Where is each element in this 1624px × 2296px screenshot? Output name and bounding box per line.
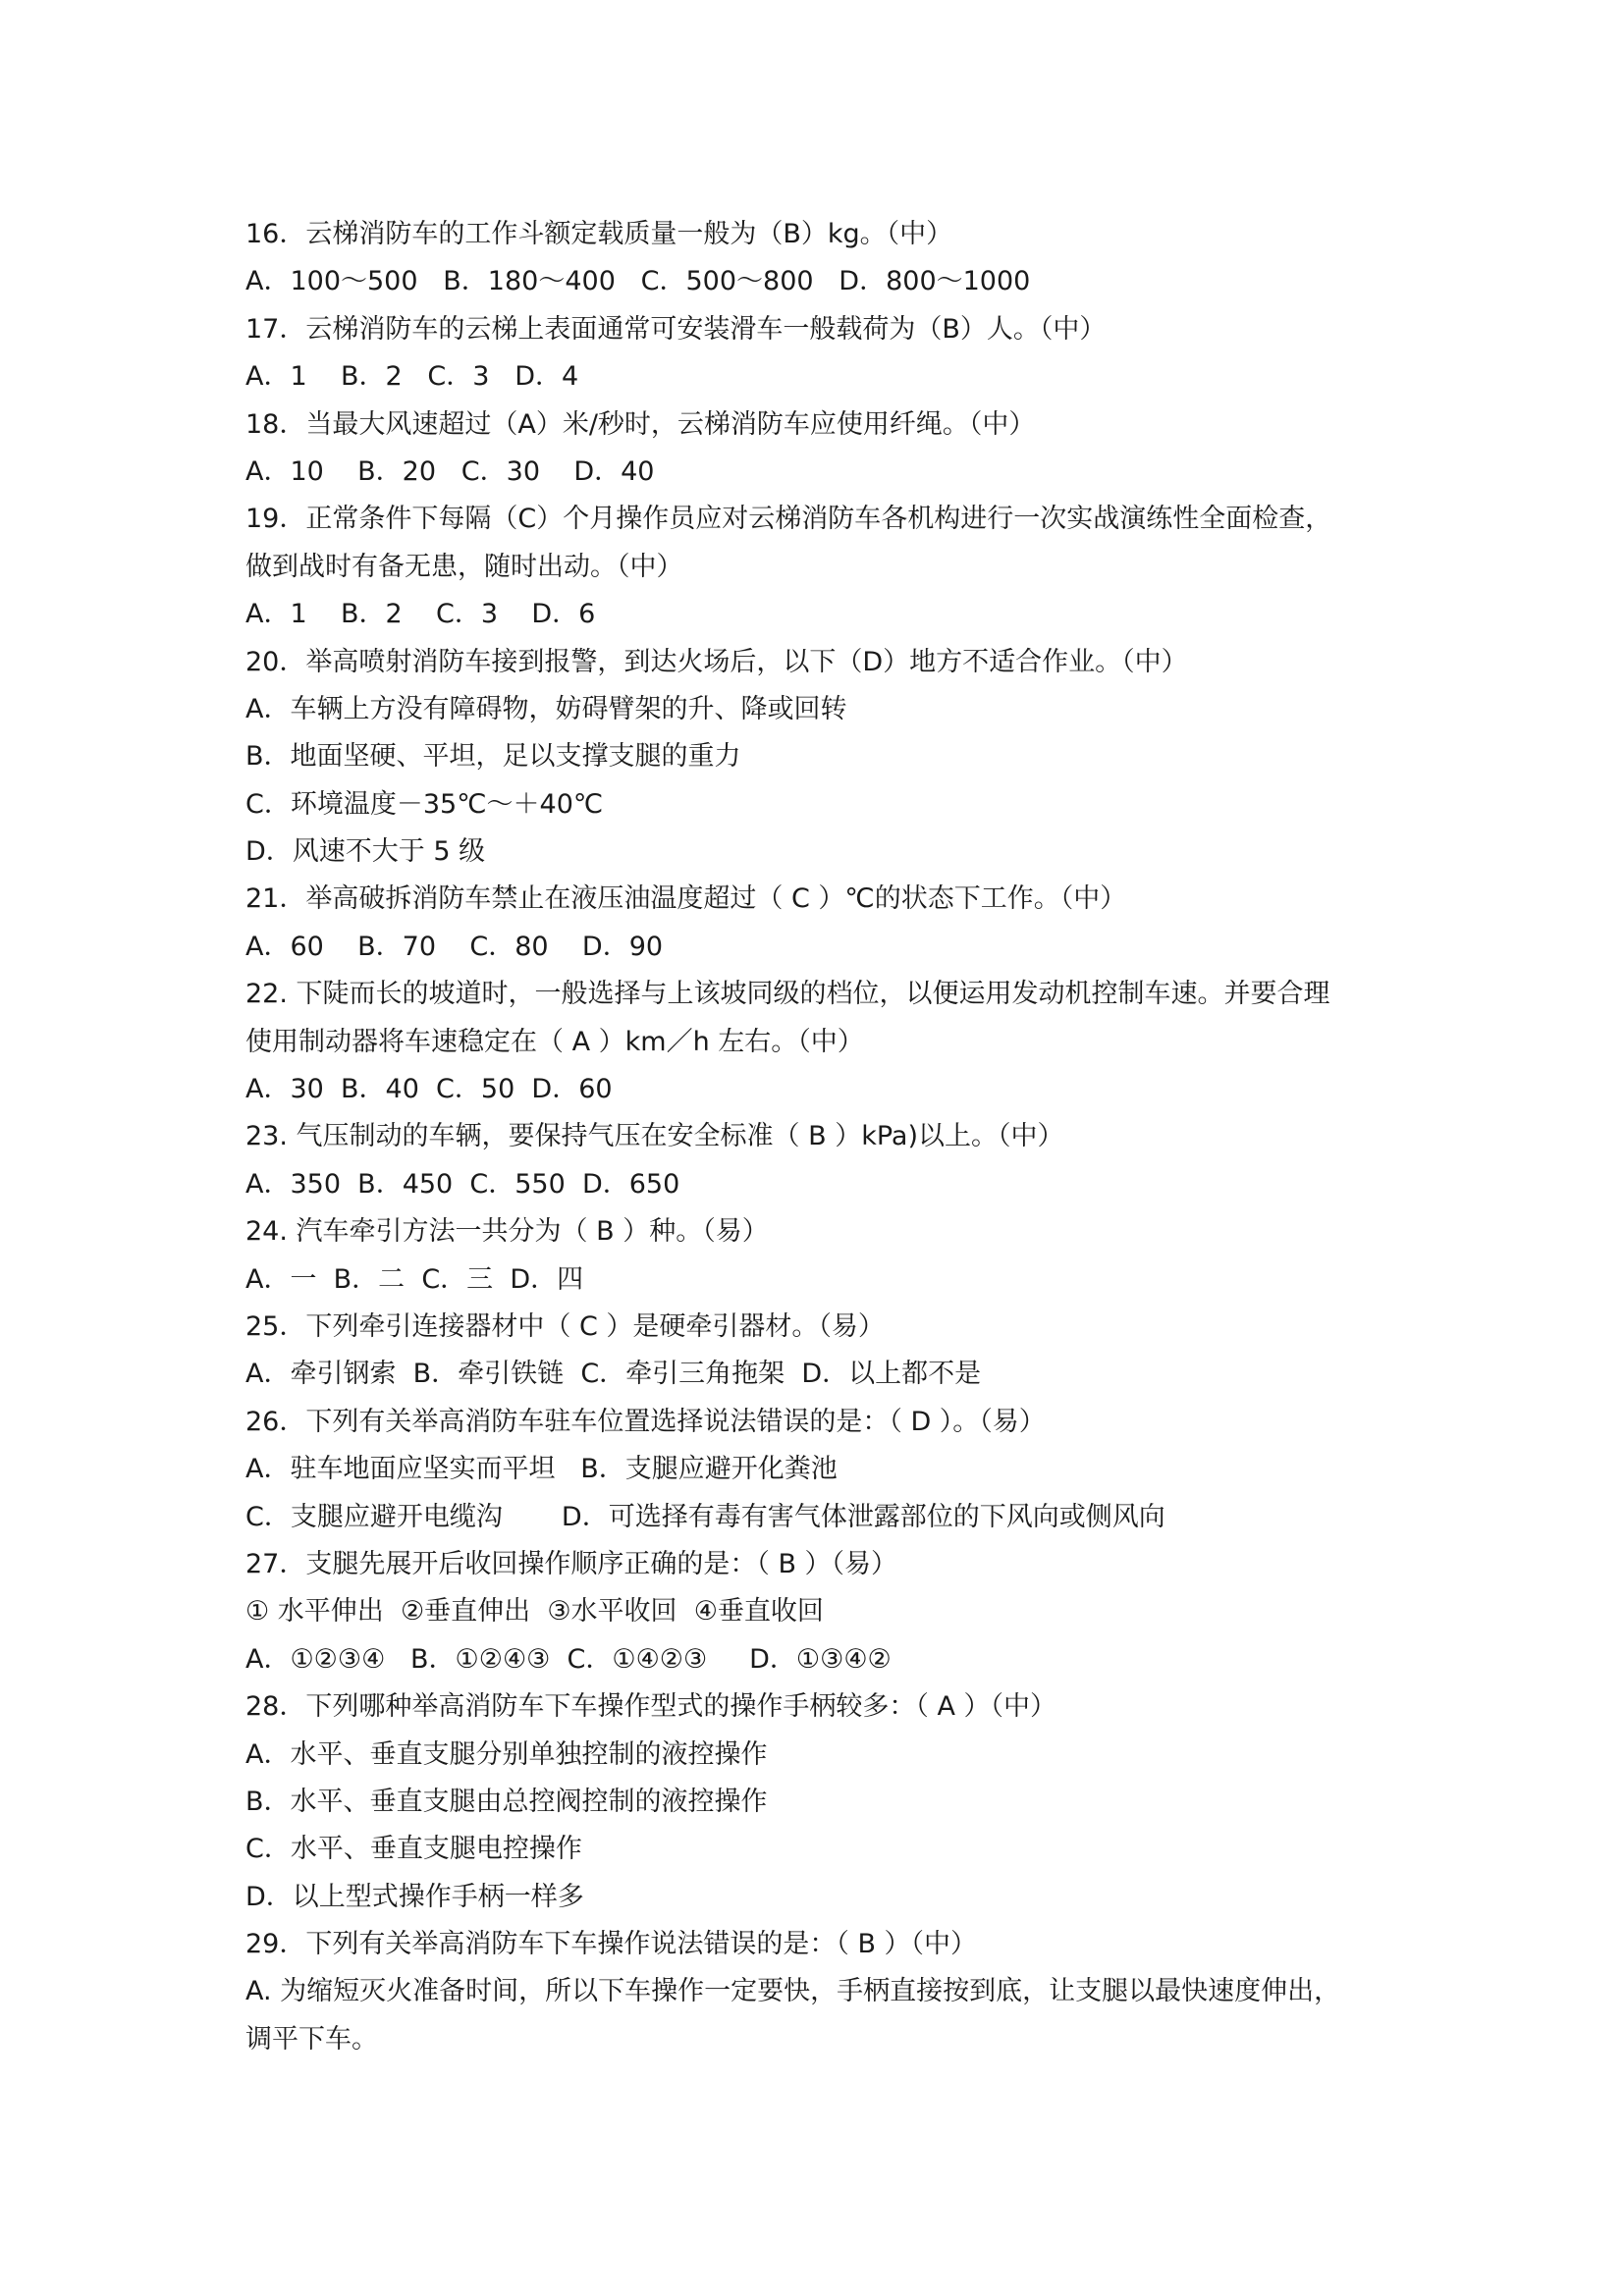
question-19: 19．正常条件下每隔（C）个月操作员应对云梯消防车各机构进行一次实战演练性全面检查， — [245, 504, 1332, 535]
question-26: 26．下列有关举高消防车驻车位置选择说法错误的是：（ D ）。（易） — [245, 1406, 1046, 1437]
question-19-cont: 做到战时有备无患，随时出动。（中） — [245, 551, 683, 582]
question-21: 21．举高破拆消防车禁止在液压油温度超过（ C ）℃的状态下工作。（中） — [245, 883, 1127, 915]
option-20-b: B．地面坚硬、平坦，足以支撑支腿的重力 — [245, 741, 741, 773]
options-22: A．30 B．40 C．50 D．60 — [245, 1074, 613, 1105]
question-23: 23. 气压制动的车辆，要保持气压在安全标准（ B ）kPa)以上。（中） — [245, 1121, 1064, 1152]
options-17: A．1 B．2 C．3 D．4 — [245, 361, 579, 393]
option-28-c: C．水平、垂直支腿电控操作 — [245, 1834, 582, 1865]
options-26-cd: C．支腿应避开电缆沟 D．可选择有毒有害气体泄露部位的下风向或侧风向 — [245, 1501, 1165, 1532]
option-28-a: A．水平、垂直支腿分别单独控制的液控操作 — [245, 1738, 768, 1770]
question-25: 25．下列牵引连接器材中（ C ）是硬牵引器材。（易） — [245, 1310, 885, 1342]
option-20-a: A．车辆上方没有障碍物，妨碍臂架的升、降或回转 — [245, 693, 847, 724]
options-16: A．100～500 B．180～400 C．500～800 D．800～1000 — [245, 266, 1031, 297]
options-26-ab: A．驻车地面应坚实而平坦 B．支腿应避开化粪池 — [245, 1454, 838, 1485]
options-23: A．350 B．450 C．550 D．650 — [245, 1168, 680, 1200]
question-22-cont: 使用制动器将车速稳定在（ A ）km／h 左右。（中） — [245, 1026, 864, 1057]
options-21: A．60 B．70 C．80 D．90 — [245, 931, 664, 962]
question-17: 17．云梯消防车的云梯上表面通常可安装滑车一般载荷为（B）人。（中） — [245, 313, 1107, 345]
options-24: A．一 B．二 C．三 D．四 — [245, 1263, 584, 1295]
option-20-d: D．风速不大于 5 级 — [245, 836, 486, 868]
option-29-a-cont: 调平下车。 — [245, 2023, 378, 2055]
question-18: 18．当最大风速超过（A）米/秒时，云梯消防车应使用纤绳。（中） — [245, 408, 1036, 440]
option-20-c: C．环境温度－35℃～＋40℃ — [245, 788, 604, 820]
options-27: A．①②③④ B．①②④③ C．①④②③ D．①③④② — [245, 1643, 892, 1675]
question-29: 29．下列有关举高消防车下车操作说法错误的是：（ B ）（中） — [245, 1929, 978, 1960]
question-20: 20．举高喷射消防车接到报警，到达火场后，以下（D）地方不适合作业。（中） — [245, 646, 1188, 677]
question-16: 16．云梯消防车的工作斗额定载质量一般为（B）kg。（中） — [245, 219, 953, 249]
option-28-d: D．以上型式操作手柄一样多 — [245, 1881, 584, 1912]
options-25: A．牵引钢索 B．牵引铁链 C．牵引三角拖架 D．以上都不是 — [245, 1359, 982, 1390]
options-18: A．10 B．20 C．30 D．40 — [245, 455, 655, 487]
question-27: 27．支腿先展开后收回操作顺序正确的是：（ B ）（易） — [245, 1548, 898, 1579]
options-19: A．1 B．2 C．3 D．6 — [245, 599, 596, 630]
option-28-b: B．水平、垂直支腿由总控阀控制的液控操作 — [245, 1786, 768, 1817]
option-29-a: A. 为缩短灭火准备时间，所以下车操作一定要快，手柄直接按到底，让支腿以最快速度伸出， — [245, 1976, 1341, 2007]
question-28: 28．下列哪种举高消防车下车操作型式的操作手柄较多：（ A ）（中） — [245, 1691, 1056, 1723]
steps-27: ① 水平伸出 ②垂直伸出 ③水平收回 ④垂直收回 — [245, 1596, 824, 1628]
document-body — [245, 211, 1404, 2063]
question-24: 24. 汽车牵引方法一共分为（ B ）种。（易） — [245, 1216, 769, 1248]
question-22: 22. 下陡而长的坡道时，一般选择与上该坡同级的档位，以便运用发动机控制车速。并要合理 — [245, 979, 1330, 1010]
